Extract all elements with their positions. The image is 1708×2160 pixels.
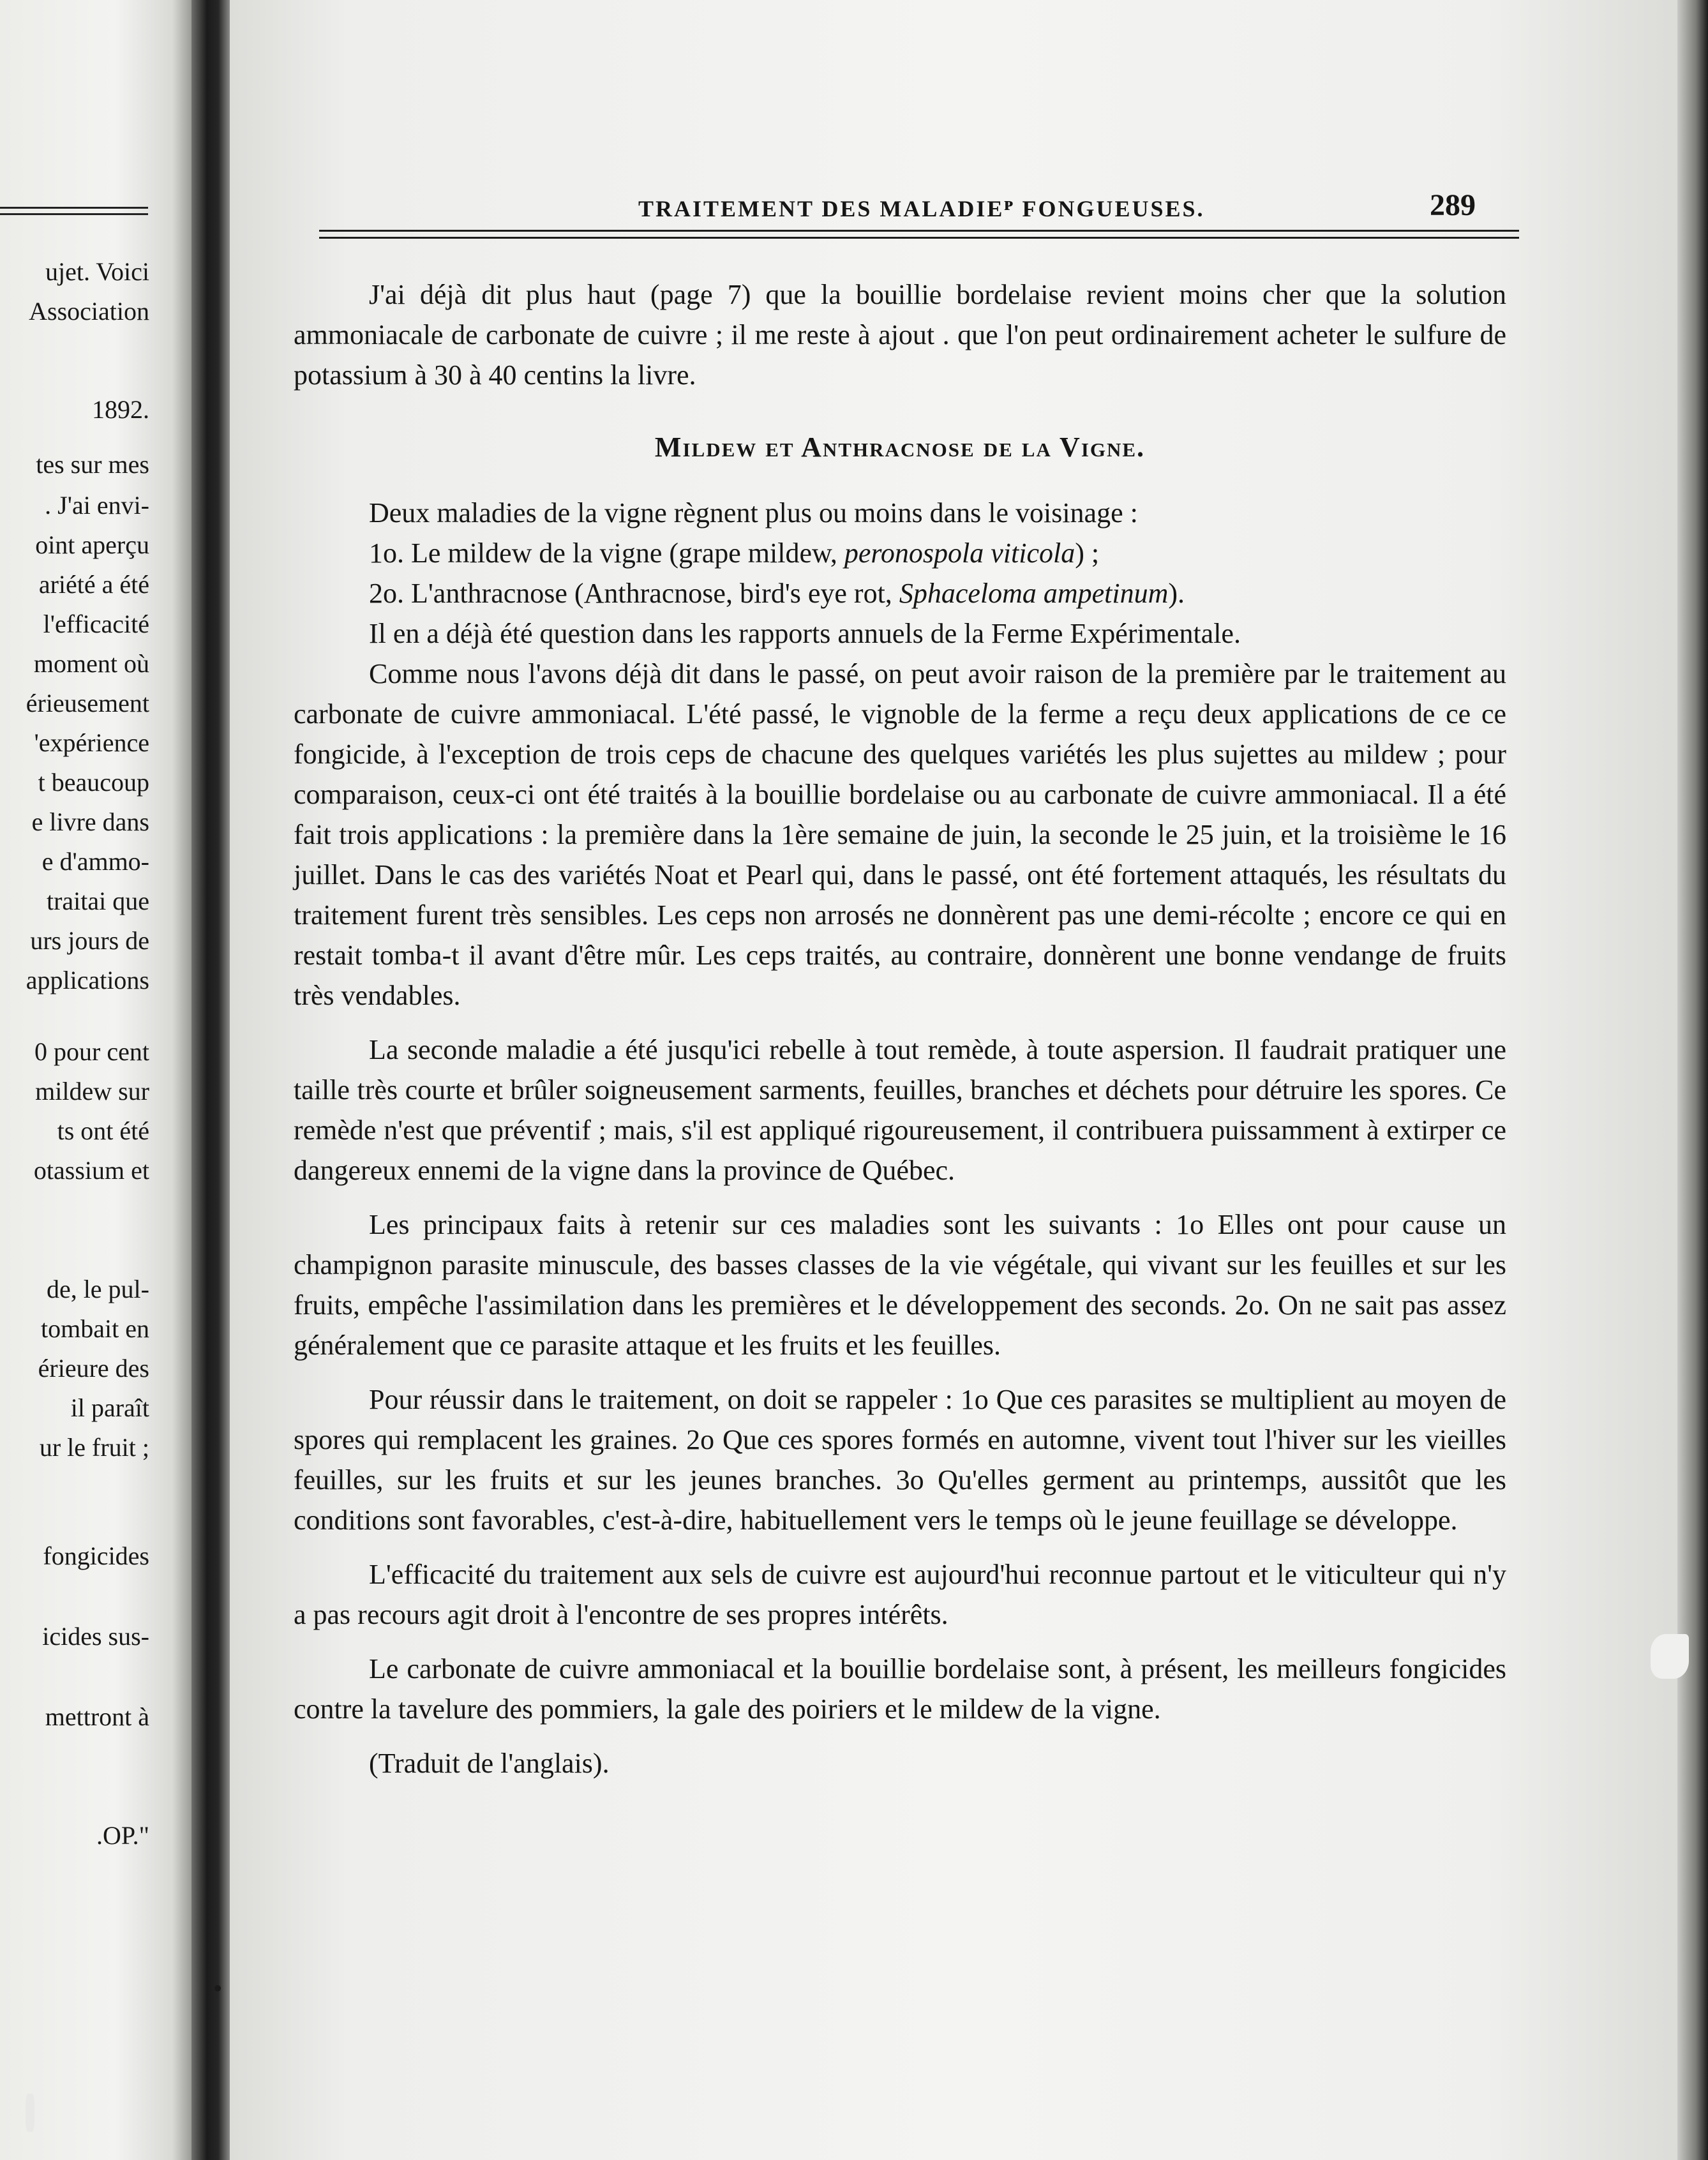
page-header — [230, 188, 1708, 230]
previous-page-fragment — [0, 0, 191, 2160]
header-double-rule — [319, 230, 1519, 239]
left-page-line: moment où — [33, 649, 149, 678]
scan-speck — [1651, 1634, 1689, 1679]
left-page-line: il paraît — [70, 1393, 149, 1422]
left-page-line: 0 pour cent — [34, 1037, 149, 1066]
left-page-line: applications — [26, 966, 149, 994]
left-page-line: oint aperçu — [35, 530, 149, 559]
paragraph-success: Pour réussir dans le traitement, on doit se rappeler : 1o Que ces parasites se multiplient au moyen de spores qui remplacent les graines. 2o Que ces spores formés en automne, vivent tout l'hiver sur les vieilles feuilles, sur les fruits et sur les jeunes branches. 3o Qu'elles germent au printemps, aussitôt que les conditions sont favorables, c'est-à-dire, habituellement vers le temps où le jeune feuillage se développe. — [294, 1384, 1506, 1536]
list-item-anthracnose — [294, 573, 1506, 613]
scan-speck — [214, 1985, 221, 1991]
list-item-text: ) ; — [1075, 537, 1100, 569]
left-page-line: icides sus- — [42, 1622, 149, 1651]
left-page-line: ujet. Voici — [45, 257, 149, 286]
paragraph-fungicides: Le carbonate de cuivre ammoniacal et la bouillie bordelaise sont, à présent, les meilleurs fongicides contre la tavelure des pommiers, la gale des poiriers et le mildew de la vigne. — [294, 1653, 1506, 1725]
left-page-line: ur le fruit ; — [39, 1433, 149, 1462]
paragraph-second-disease: La seconde maladie a été jusqu'ici rebelle à tout remède, à toute aspersion. Il faudrait pratiquer une taille très courte et brûler soigneusement sarments, feuilles, branches et déchets pour détruire les spores. Ce remède n'est que préventif ; mais, s'il est appliqué rigoureusement, il contribuera puissamment à extirper ce dangereux ennemi de la vigne dans la province de Québec. — [294, 1034, 1506, 1186]
left-page-line: mildew sur — [35, 1077, 149, 1106]
left-page-line: e d'ammo- — [41, 847, 149, 876]
left-page-line: ariété a été — [38, 570, 149, 599]
left-page-line: fongicides — [43, 1541, 149, 1570]
species-name: Sphaceloma ampetinum — [899, 578, 1169, 609]
page-289 — [230, 0, 1708, 2160]
left-page-line: mettront à — [45, 1702, 149, 1731]
left-page-line: ts ont été — [57, 1116, 149, 1145]
list-item-text: ). — [1168, 578, 1185, 609]
left-page-rule — [0, 213, 148, 215]
left-page-line: 'expérience — [34, 728, 149, 757]
list-item-text: 1o. Le mildew de la vigne (grape mildew, — [369, 537, 844, 569]
left-page-line: . J'ai envi- — [45, 491, 149, 520]
scan-speck — [26, 2094, 34, 2132]
paragraph-treatment: Comme nous l'avons déjà dit dans le passé, on peut avoir raison de la première par le traitement au carbonate de cuivre ammoniacal. L'été passé, le vignoble de la ferme a reçu deux applications de ce ce fongicide, à l'exception de trois ceps de chacune des quelques variétés les plus sujettes au mildew ; pour comparaison, ceux-ci ont été traités à la bouillie bordelaise ou au carbonate de cuivre ammoniacal. Il a été fait trois applications : la première dans la 1ère semaine de juin, la seconde le 25 juin, et la troisième le 16 juillet. Dans le cas des variétés Noat et Pearl qui, dans le passé, ont été fortement attaqués, les résultats du traitement furent très sensibles. Les ceps non arrosés ne donnèrent pas une demi-récolte ; encore ce qui en restait tomba-t il avant d'être mûr. Les ceps traités, au contraire, donnèrent une bonne vendange de fruits très vendables. — [294, 658, 1506, 1011]
left-page-line: 1892. — [92, 395, 149, 424]
left-page-line: otassium et — [33, 1156, 149, 1185]
paragraph-two-diseases: Deux maladies de la vigne règnent plus ou moins dans le voisinage : — [369, 497, 1138, 529]
running-title: TRAITEMENT DES MALADIEᴾ FONGUEUSES. — [638, 196, 1205, 221]
left-page-line: urs jours de — [30, 926, 149, 955]
paragraph-principal-facts: Les principaux faits à retenir sur ces maladies sont les suivants : 1o Elles ont pour cause un champignon parasite minuscule, des basses classes de la vie végétale, qui vivant sur les feuilles et sur les fruits, empêche l'assimilation dans les premières et le développement des seconds. 2o. On ne sait pas assez généralement que ce parasite attaque et les fruits et les feuilles. — [294, 1209, 1506, 1361]
left-page-line: t beaucoup — [38, 768, 149, 797]
left-page-line: traitai que — [46, 887, 149, 915]
translation-note: (Traduit de l'anglais). — [369, 1748, 610, 1779]
species-name: peronospola viticola — [844, 537, 1075, 569]
page-edge-shadow — [1677, 0, 1708, 2160]
section-heading: Mildew et Anthracnose de la Vigne. — [654, 431, 1146, 463]
left-page-line: érieusement — [26, 689, 149, 717]
book-gutter — [191, 0, 230, 2160]
left-page-line: e livre dans — [31, 807, 149, 836]
left-page-line: tes sur mes — [36, 450, 149, 479]
left-page-line: Association — [29, 297, 149, 326]
paragraph-efficacy: L'efficacité du traitement aux sels de cuivre est aujourd'hui reconnue partout et le viticulteur qui n'y a pas recours agit droit à l'encontre de ses propres intérêts. — [294, 1559, 1506, 1630]
left-page-line: .OP." — [96, 1821, 149, 1850]
paragraph-question: Il en a déjà été question dans les rapports annuels de la Ferme Expérimentale. — [369, 618, 1241, 649]
intro-paragraph: J'ai déjà dit plus haut (page 7) que la bouillie bordelaise revient moins cher que la solution ammoniacale de carbonate de cuivre ; il me reste à ajout . que l'on peut ordinairement acheter le sulfure de potassium à 30 à 40 centins la livre. — [294, 279, 1506, 391]
left-page-line: tombait en — [41, 1314, 149, 1343]
left-page-rule — [0, 207, 148, 209]
page-body — [294, 274, 1506, 1783]
list-item-mildew — [294, 533, 1506, 573]
left-page-line: l'efficacité — [43, 610, 149, 638]
left-page-line: érieure des — [38, 1354, 149, 1383]
page-number: 289 — [1430, 188, 1476, 222]
list-item-text: 2o. L'anthracnose (Anthracnose, bird's eye rot, — [369, 578, 899, 609]
left-page-line: de, le pul- — [46, 1275, 149, 1303]
